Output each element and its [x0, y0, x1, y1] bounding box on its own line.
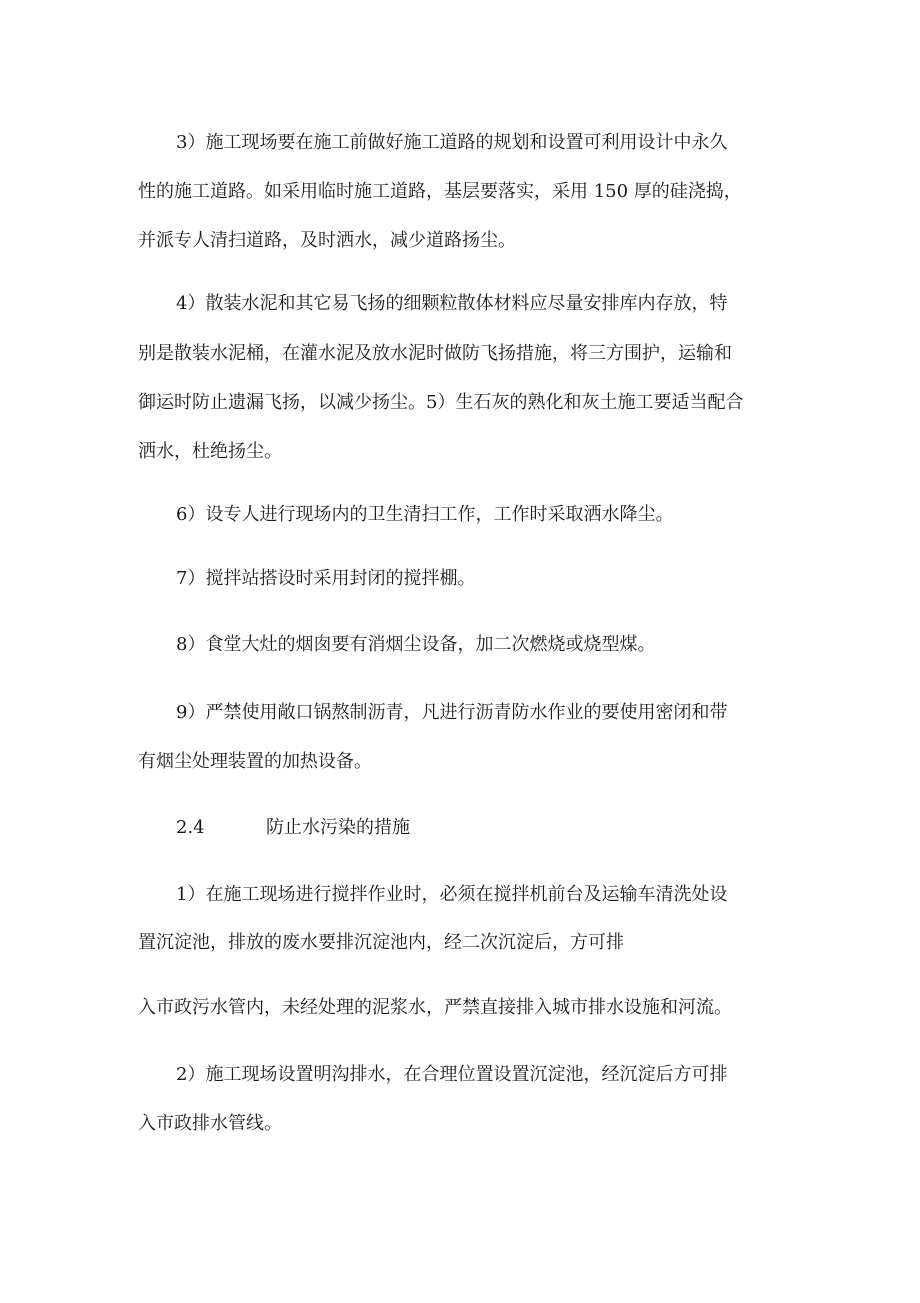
water-para-1-line-1: 1）在施工现场进行搅拌作业时，必须在搅拌机前台及运输车清洗处设 — [176, 884, 728, 905]
para-7: 7）搅拌站搭设时采用封闭的搅拌棚。 — [176, 568, 476, 589]
para-4-line-3: 御运时防止遗漏飞扬，以减少扬尘。5）生石灰的熟化和灰土施工要适当配合 — [138, 392, 744, 413]
para-4-line-2: 别是散装水泥桶，在灌水泥及放水泥时做防飞扬措施，将三方围护，运输和 — [138, 343, 732, 364]
para-4-line-4: 洒水，杜绝扬尘。 — [138, 441, 282, 462]
section-number: 2.4 — [176, 817, 205, 838]
para-4-line-1: 4）散装水泥和其它易飞扬的细颗粒散体材料应尽量安排库内存放，特 — [176, 293, 728, 314]
water-para-1-line-2: 置沉淀池，排放的废水要排沉淀池内，经二次沉淀后，方可排 — [138, 932, 624, 953]
para-6: 6）设专人进行现场内的卫生清扫工作，工作时采取洒水降尘。 — [176, 504, 674, 525]
para-9-line-2: 有烟尘处理装置的加热设备。 — [138, 751, 372, 772]
water-para-1-line-3: 入市政污水管内，未经处理的泥浆水，严禁直接排入城市排水设施和河流。 — [138, 997, 732, 1018]
para-3-line-3: 并派专人清扫道路，及时洒水，减少道路扬尘。 — [138, 230, 516, 251]
para-9-line-1: 9）严禁使用敞口锅熬制沥青，凡进行沥青防水作业的要使用密闭和带 — [176, 702, 728, 723]
water-para-2-line-1: 2）施工现场设置明沟排水，在合理位置设置沉淀池，经沉淀后方可排 — [176, 1064, 728, 1085]
water-para-2-line-2: 入市政排水管线。 — [138, 1113, 282, 1134]
para-3-line-1: 3）施工现场要在施工前做好施工道路的规划和设置可利用设计中永久 — [176, 132, 728, 153]
para-8: 8）食堂大灶的烟囱要有消烟尘设备，加二次燃烧或烧型煤。 — [176, 634, 656, 655]
para-3-line-2: 性的施工道路。如采用临时施工道路，基层要落实，采用 150 厚的硅浇捣， — [138, 181, 742, 202]
section-title: 防止水污染的措施 — [266, 817, 410, 838]
